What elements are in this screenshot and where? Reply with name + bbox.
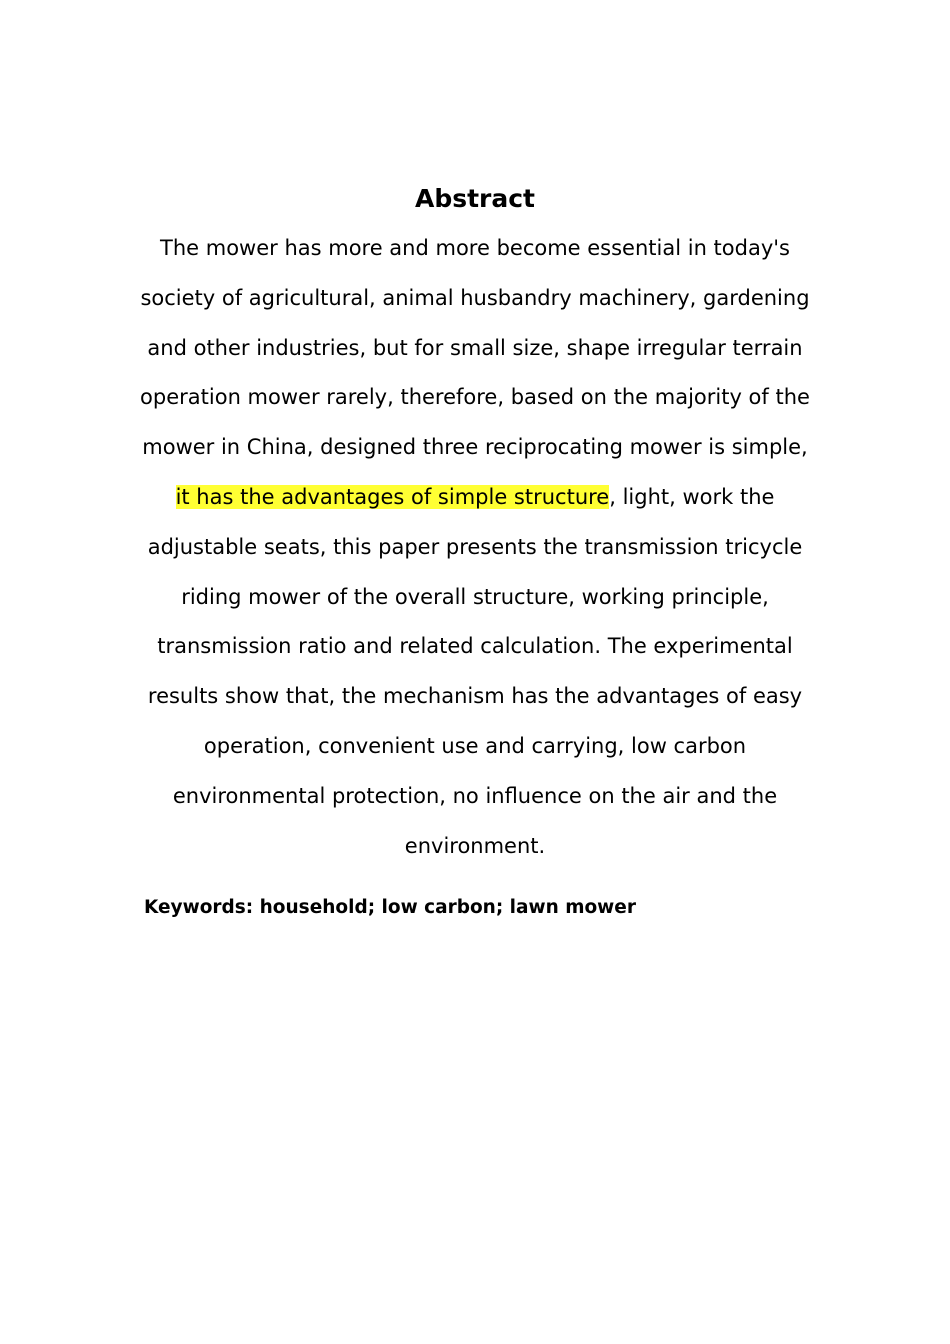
abstract-text-start: The mower has more and more become essential in today's society of agricultural, animal husbandry machinery, gardening and other industries, but for small size, shape irregular terrain operation mower rarely, therefore, based on the majority of the mower in China, designed three reciprocating mower is simple, — [140, 236, 810, 460]
abstract-heading: Abstract — [414, 184, 536, 213]
keywords-line: Keywords: household; low carbon; lawn mower — [144, 897, 636, 918]
highlighted-text: it has the advantages of simple structure — [175, 484, 610, 509]
abstract-paragraph — [140, 224, 810, 871]
abstract-text-end: , light, work the adjustable seats, this paper presents the transmission tricycle riding mower of the overall structure, working principle, transmission ratio and related calculation. The experimental results show that, the mechanism has the advantages of easy operation, convenient use and carrying, low carbon environmental protection, no influence on the air and the environment. — [147, 484, 803, 858]
